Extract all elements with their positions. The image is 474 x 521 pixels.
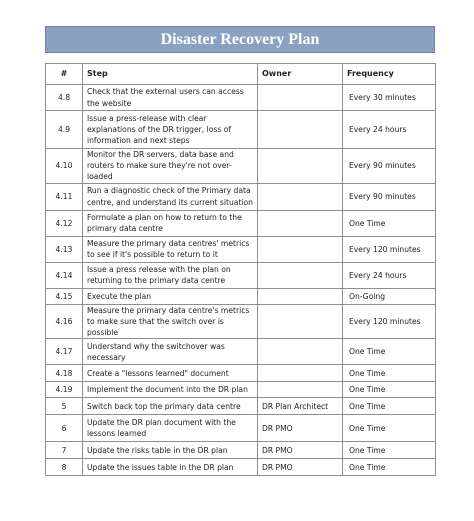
row-number: 7 xyxy=(46,442,83,459)
header-row xyxy=(46,64,436,85)
row-frequency: One Time xyxy=(343,415,436,442)
row-step: Monitor the DR servers, data base and routers to make sure they're not over-loaded xyxy=(83,149,258,184)
header-number: # xyxy=(46,64,83,85)
table-row xyxy=(46,339,436,365)
row-number: 4.11 xyxy=(46,183,83,210)
row-step: Issue a press release with the plan on returning to the primary data centre xyxy=(83,262,258,288)
row-owner xyxy=(258,382,343,398)
row-step: Update the DR plan document with the lessons learned xyxy=(83,415,258,442)
row-number: 4.16 xyxy=(46,304,83,339)
recovery-plan-table xyxy=(45,63,436,476)
table-row xyxy=(46,442,436,459)
table-row xyxy=(46,183,436,210)
table-row xyxy=(46,288,436,304)
row-frequency: One Time xyxy=(343,210,436,236)
row-step: Implement the document into the DR plan xyxy=(83,382,258,398)
row-owner: DR PMO xyxy=(258,442,343,459)
row-step: Formulate a plan on how to return to the primary data centre xyxy=(83,210,258,236)
row-owner xyxy=(258,339,343,365)
row-number: 4.9 xyxy=(46,111,83,149)
table-row xyxy=(46,398,436,415)
header-frequency: Frequency xyxy=(343,64,436,85)
row-number: 4.12 xyxy=(46,210,83,236)
row-number: 6 xyxy=(46,415,83,442)
row-frequency: One Time xyxy=(343,382,436,398)
table-row xyxy=(46,365,436,382)
row-owner: DR PMO xyxy=(258,415,343,442)
row-step: Create a "lessons learned" document xyxy=(83,365,258,382)
row-step: Update the issues table in the DR plan xyxy=(83,459,258,476)
row-number: 4.14 xyxy=(46,262,83,288)
row-number: 4.17 xyxy=(46,339,83,365)
row-frequency: One Time xyxy=(343,442,436,459)
row-owner xyxy=(258,262,343,288)
row-number: 4.15 xyxy=(46,288,83,304)
table-row xyxy=(46,382,436,398)
row-number: 4.18 xyxy=(46,365,83,382)
row-owner: DR PMO xyxy=(258,459,343,476)
header-step: Step xyxy=(83,64,258,85)
row-owner xyxy=(258,288,343,304)
row-frequency: Every 24 hours xyxy=(343,111,436,149)
row-frequency: Every 90 minutes xyxy=(343,149,436,184)
header-owner: Owner xyxy=(258,64,343,85)
row-owner xyxy=(258,149,343,184)
table-row xyxy=(46,149,436,184)
row-number: 4.13 xyxy=(46,236,83,262)
row-owner xyxy=(258,304,343,339)
row-owner xyxy=(258,365,343,382)
table-row xyxy=(46,111,436,149)
table-row xyxy=(46,85,436,111)
table-row xyxy=(46,262,436,288)
row-step: Measure the primary data centres' metrics to see if it's possible to return to it xyxy=(83,236,258,262)
row-frequency: Every 24 hours xyxy=(343,262,436,288)
row-frequency: On-Going xyxy=(343,288,436,304)
row-number: 8 xyxy=(46,459,83,476)
row-step: Execute the plan xyxy=(83,288,258,304)
row-owner xyxy=(258,111,343,149)
row-step: Switch back top the primary data centre xyxy=(83,398,258,415)
row-step: Update the risks table in the DR plan xyxy=(83,442,258,459)
table-row xyxy=(46,415,436,442)
row-owner xyxy=(258,183,343,210)
row-number: 5 xyxy=(46,398,83,415)
row-frequency: Every 120 minutes xyxy=(343,304,436,339)
row-owner xyxy=(258,236,343,262)
row-step: Measure the primary data centre's metrics to make sure that the switch over is possible xyxy=(83,304,258,339)
table-row xyxy=(46,210,436,236)
table-row xyxy=(46,304,436,339)
row-step: Issue a press-release with clear explanations of the DR trigger, loss of information and next steps xyxy=(83,111,258,149)
page-title: Disaster Recovery Plan xyxy=(45,26,435,53)
row-number: 4.10 xyxy=(46,149,83,184)
row-frequency: One Time xyxy=(343,339,436,365)
row-frequency: Every 90 minutes xyxy=(343,183,436,210)
row-frequency: One Time xyxy=(343,398,436,415)
row-number: 4.19 xyxy=(46,382,83,398)
row-owner: DR Plan Architect xyxy=(258,398,343,415)
table-row xyxy=(46,236,436,262)
row-frequency: One Time xyxy=(343,365,436,382)
row-owner xyxy=(258,210,343,236)
row-step: Check that the external users can access the website xyxy=(83,85,258,111)
row-step: Run a diagnostic check of the Primary data centre, and understand its current situation xyxy=(83,183,258,210)
row-number: 4.8 xyxy=(46,85,83,111)
row-frequency: Every 120 minutes xyxy=(343,236,436,262)
row-owner xyxy=(258,85,343,111)
table-row xyxy=(46,459,436,476)
row-frequency: One Time xyxy=(343,459,436,476)
row-frequency: Every 30 minutes xyxy=(343,85,436,111)
row-step: Understand why the switchover was necessary xyxy=(83,339,258,365)
